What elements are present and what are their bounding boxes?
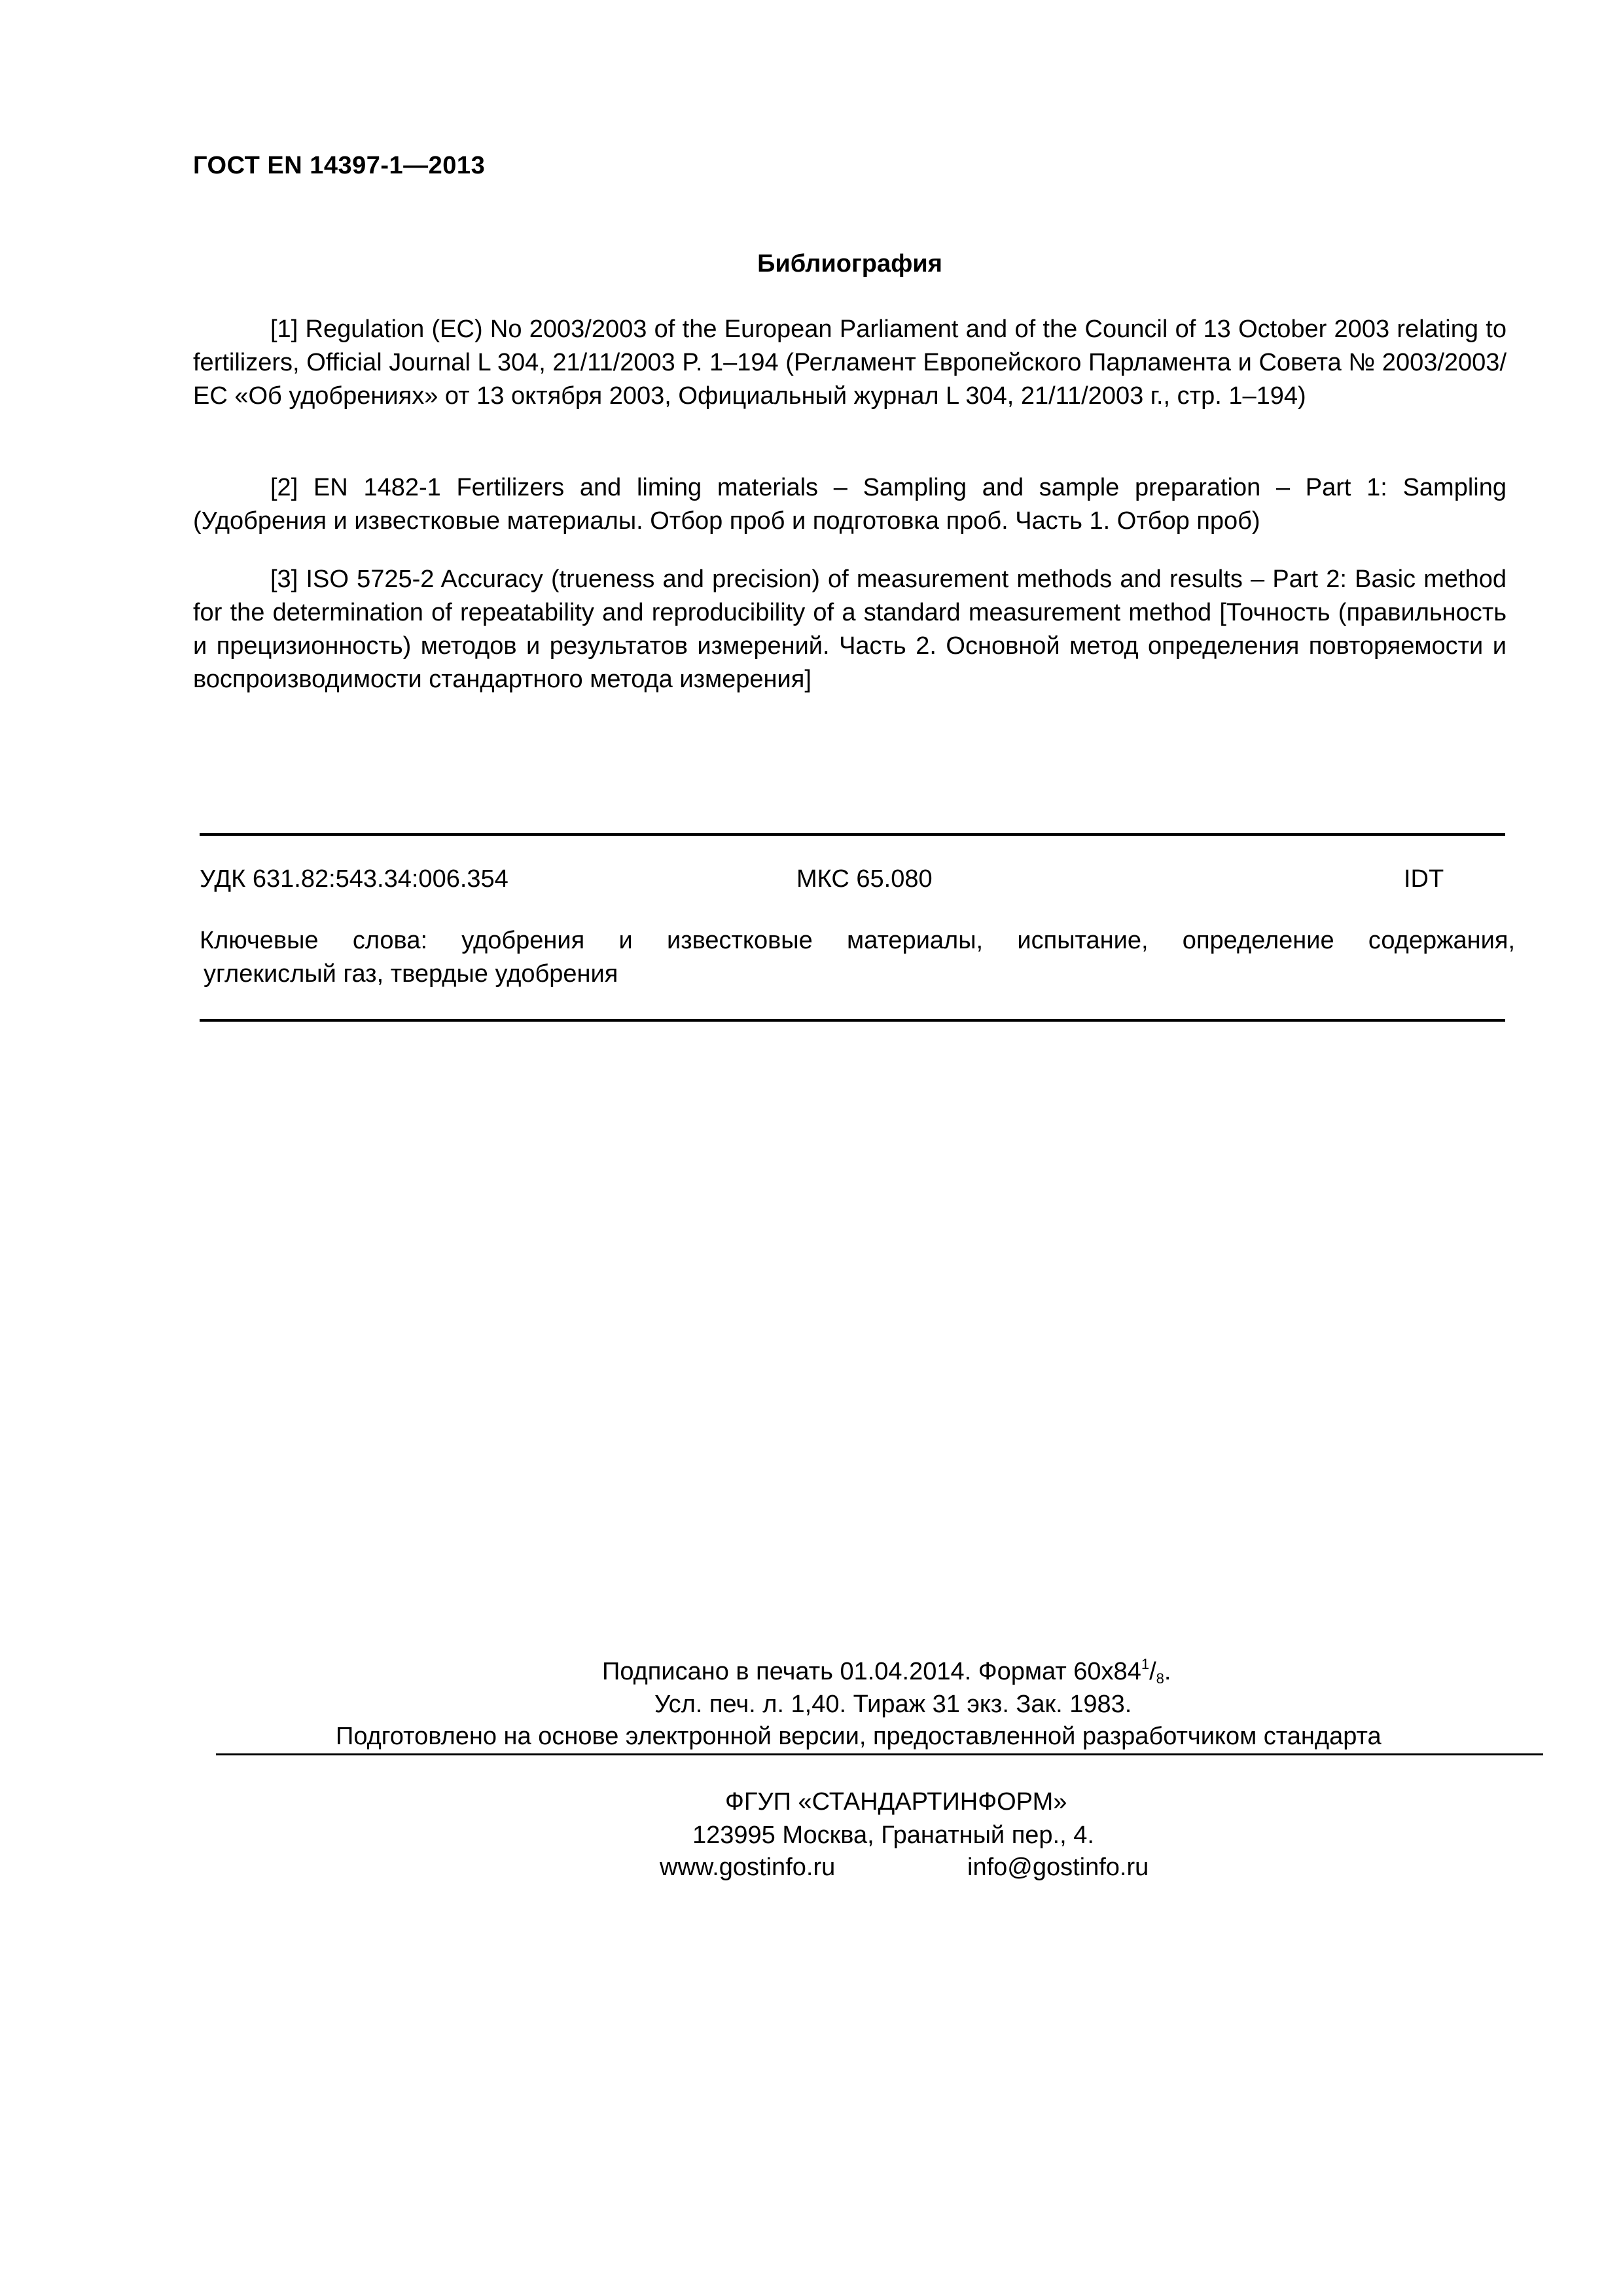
imprint-signed-line [602, 1656, 1171, 1687]
format-fraction-denominator: 8 [1156, 1670, 1164, 1687]
equivalence-code: IDT [1404, 865, 1444, 893]
publisher-website-link[interactable]: www.gostinfo.ru [660, 1854, 836, 1881]
bibliography-reference-3: [3] ISO 5725-2 Accuracy (trueness and precision) of measurement methods and results – Part 2: Basic method for the determination of repeatability and reproducibility of a standard measurement method [Точность (правильность и прецизионность) методов и результатов измерений. Часть 2. Основной метод определения повторяемости и воспроизводимости стандартного метода измерения] [193, 565, 1507, 693]
publisher-address: 123995 Москва, Гранатный пер., 4. [692, 1821, 1094, 1849]
imprint-signed-text: Подписано в печать 01.04.2014. Формат 60x84 [602, 1658, 1141, 1685]
format-fraction-slash: / [1149, 1658, 1156, 1685]
udk-code: УДК 631.82:543.34:006.354 [200, 865, 508, 893]
keywords-line-1: Ключевые слова: удобрения и известковые материалы, испытание, определение содержания, [200, 927, 1515, 954]
mks-code: МКС 65.080 [796, 865, 933, 893]
publisher-email-link[interactable]: info@gostinfo.ru [967, 1854, 1149, 1881]
document-id-header: ГОСТ EN 14397-1—2013 [193, 152, 486, 179]
bibliography-title: Библиография [757, 250, 942, 278]
bibliography-reference-1: [1] Regulation (EC) No 2003/2003 of the European Parliament and of the Council of 13 October 2003 relating to fertilizers, Official Journal L 304, 21/11/2003 P. 1–194 (Регламент Европейского Парламента и Совета № 2003/2003/ЕС «Об удобрениях» от 13 октября 2003, Официальный журнал L 304, 21/11/2003 г., стр. 1–194) [193, 315, 1507, 410]
imprint-divider [216, 1753, 1543, 1755]
publisher-name: ФГУП «СТАНДАРТИНФОРМ» [725, 1788, 1067, 1816]
format-fraction-numerator: 1 [1141, 1656, 1150, 1672]
keywords-line-2: углекислый газ, твердые удобрения [204, 960, 618, 988]
imprint-signed-period: . [1164, 1658, 1171, 1685]
metadata-top-divider [200, 833, 1505, 836]
imprint-source-note: Подготовлено на основе электронной версии, предоставленной разработчиком стандарта [336, 1723, 1382, 1750]
imprint-print-details: Усл. печ. л. 1,40. Тираж 31 экз. Зак. 1983. [654, 1691, 1132, 1718]
keywords-block [200, 924, 1515, 991]
bibliography-reference-2: [2] EN 1482-1 Fertilizers and liming materials – Sampling and sample preparation – Part 1: Sampling (Удобрения и известковые материалы. Отбор проб и подготовка проб. Часть 1. Отбор проб) [193, 474, 1507, 535]
metadata-bottom-divider [200, 1019, 1505, 1022]
